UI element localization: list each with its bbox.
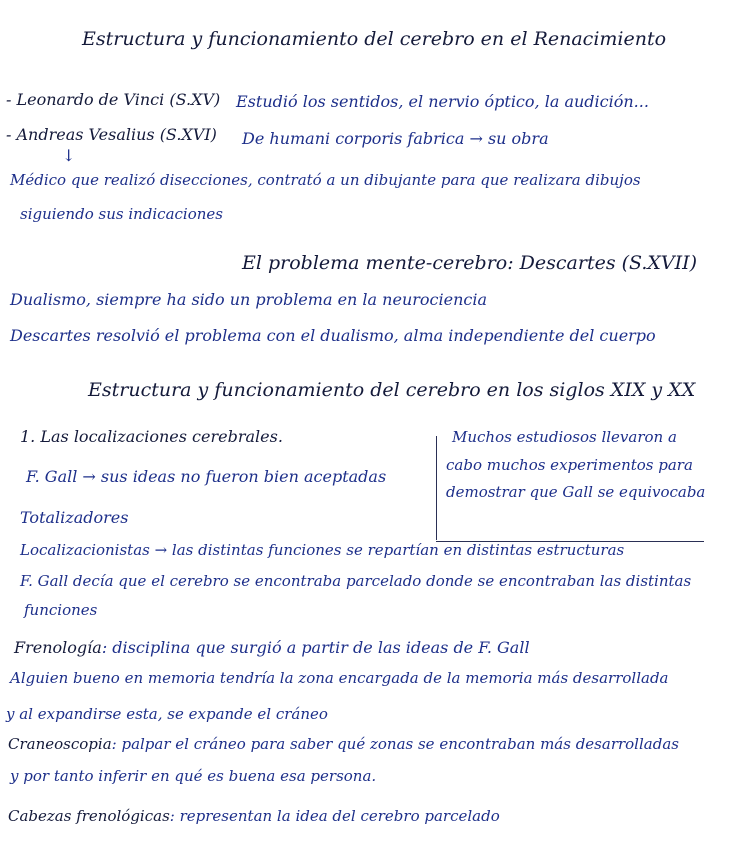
section-1-title: 1. Las localizaciones cerebrales. [20,427,283,446]
dualismo-line-2: Descartes resolvió el problema con el dualismo, alma independiente del cuerpo [10,326,656,345]
totalizadores: Totalizadores [20,508,129,527]
heading-mind-brain: El problema mente-cerebro: Descartes (S.XVII) [242,252,698,274]
localizacionistas: Localizacionistas → las distintas funciones se repartían en distintas estructuras [20,541,625,559]
cabezas-term: Cabezas frenológicas [8,807,170,825]
gall-decia-line-2: funciones [24,601,98,619]
gall-ideas: F. Gall → sus ideas no fueron bien aceptadas [26,467,387,486]
leonardo-name: - Leonardo de Vinci (S.XV) [6,90,221,109]
frenologia-text: : disciplina que surgió a partir de las ideas de F. Gall [101,638,530,657]
cabezas-text: : representan la idea del cerebro parcelado [169,807,500,825]
craneoscopia-term: Craneoscopia [8,735,112,753]
craneoscopia-line-1 [8,737,679,752]
frenologia-line [14,640,530,656]
memoria-line-1: Alguien bueno en memoria tendría la zona encargada de la memoria más desarrollada [10,669,669,687]
craneoscopia-line-2: y por tanto inferir en qué es buena esa persona. [10,767,377,785]
medico-line-1: Médico que realizó disecciones, contrató a un dibujante para que realizara dibujos [10,171,641,189]
cabezas-line [8,809,500,824]
vesalius-text: De humani corporis fabrica → su obra [242,129,549,148]
craneoscopia-text: : palpar el cráneo para saber qué zonas se encontraban más desarrolladas [111,735,679,753]
medico-line-2: siguiendo sus indicaciones [20,205,223,223]
dualismo-line-1: Dualismo, siempre ha sido un problema en la neurociencia [10,290,487,309]
leonardo-text: Estudió los sentidos, el nervio óptico, la audición... [236,92,649,111]
memoria-line-2: y al expandirse esta, se expande el cráneo [6,705,328,723]
gall-decia-line-1: F. Gall decía que el cerebro se encontraba parcelado donde se encontraban las distintas [20,572,692,590]
heading-renaissance: Estructura y funcionamiento del cerebro en el Renacimiento [82,28,667,50]
down-arrow-icon: ↓ [62,146,76,165]
side-note-line-3: demostrar que Gall se equivocaba [446,483,706,501]
vesalius-name: - Andreas Vesalius (S.XVI) [6,125,217,144]
side-note-divider [436,436,437,540]
frenologia-term: Frenología [14,638,102,657]
heading-xix-xx: Estructura y funcionamiento del cerebro en los siglos XIX y XX [88,379,696,401]
side-note-line-2: cabo muchos experimentos para [446,456,693,474]
side-note-line-1: Muchos estudiosos llevaron a [452,428,677,446]
